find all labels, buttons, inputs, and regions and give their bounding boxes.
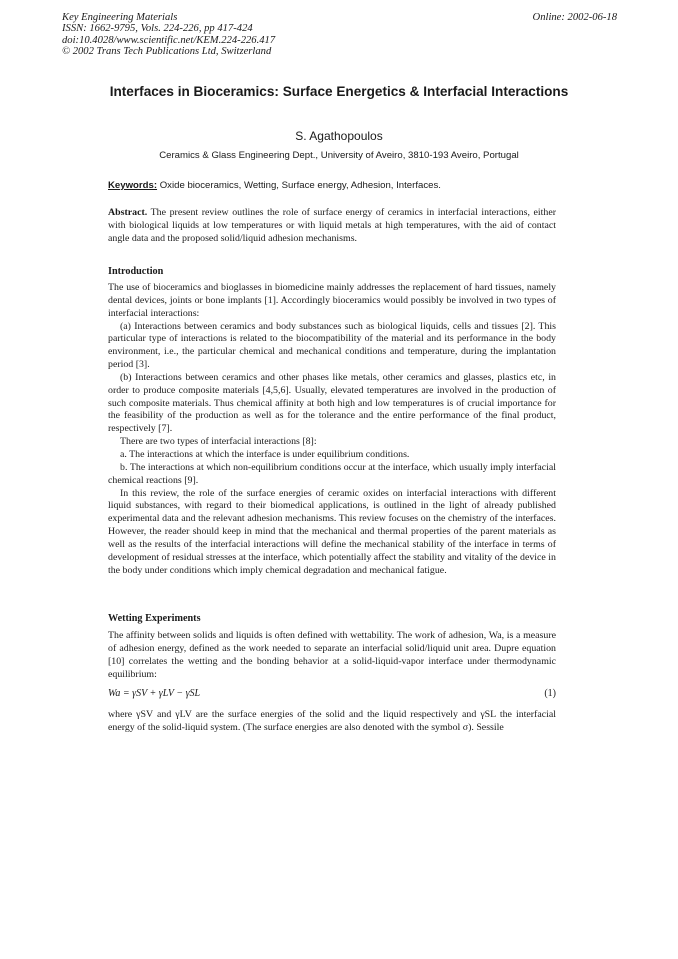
- paragraph: (b) Interactions between ceramics and other phases like metals, other ceramics and glasses, plastics etc, in order to produce composite materials [4,5,6]. Usually, elevated temperatures are involved in the production of such composite materials. Thus chemical affinity at both high and low temperatures is of crucial importance for the feasibility of the production as well as for the tolerance and the entire performance of the final product, respectively [7].: [108, 371, 556, 435]
- paragraph: The affinity between solids and liquids is often defined with wettability. The work of adhesion, Wa, is a measure of adhesion energy, defined as the work needed to separate an interfacial solid/liquid unit area. Dupre equation [10] correlates the wetting and the bonding behavior at a solid-liquid-vapor interface under thermodynamic equilibrium:: [108, 630, 556, 680]
- wetting-heading: Wetting Experiments: [108, 613, 201, 624]
- wetting-continued: [108, 709, 556, 735]
- keywords: [108, 180, 441, 191]
- keywords-text: Oxide bioceramics, Wetting, Surface energy, Adhesion, Interfaces.: [157, 180, 441, 191]
- keywords-label: Keywords:: [108, 180, 158, 191]
- introduction-heading: Introduction: [108, 266, 164, 277]
- paragraph: The use of bioceramics and bioglasses in biomedicine mainly addresses the replacement of hard tissues, namely dental devices, joints or bone implants [1]. Accordingly bioceramics would possibly be involved in two types of interfacial interactions:: [108, 282, 556, 319]
- paragraph: There are two types of interfacial interactions [8]:: [120, 436, 317, 448]
- introduction-section: [108, 282, 556, 577]
- journal-header: [62, 12, 275, 58]
- paragraph: where γSV and γLV are the surface energies of the solid and the liquid respectively and γSL the interfacial energy of the solid-liquid system. (The surface energies are also denoted with the symbol σ). Sessile: [108, 709, 556, 733]
- abstract-text: The present review outlines the role of surface energy of ceramics in interfacial interactions, either with biological liquids at low temperatures or with liquid metals at high temperatures, with the aid of contact angle data and the proposed solid/liquid adhesion mechanisms.: [108, 207, 556, 244]
- author-name: S. Agathopoulos: [295, 129, 383, 143]
- paper-title: Interfaces in Bioceramics: Surface Energetics & Interfacial Interactions: [109, 84, 569, 99]
- list-item: b. The interactions at which non-equilibrium conditions occur at the interface, which usually imply interfacial chemical reactions [9].: [108, 461, 556, 486]
- abstract: [108, 207, 556, 246]
- journal-doi[interactable]: doi:10.4028/www.scientific.net/KEM.224-226.417: [62, 34, 276, 46]
- journal-copyright: © 2002 Trans Tech Publications Ltd, Switzerland: [62, 46, 272, 58]
- paragraph: (a) Interactions between ceramics and body substances such as biological liquids, cells and tissues [2]. This particular type of interactions is related to the biocompatibility of the material and its performance in the body environment, i.e., the particular chemical and mechanical conditions and temperature, during the implantation period [3].: [108, 320, 556, 371]
- equation-number: (1): [544, 688, 556, 699]
- journal-name: Key Engineering Materials: [62, 12, 178, 23]
- abstract-label: Abstract.: [108, 207, 148, 218]
- journal-issn: ISSN: 1662-9795, Vols. 224-226, pp 417-424: [62, 23, 253, 35]
- wetting-section: [108, 630, 556, 681]
- paragraph: In this review, the role of the surface energies of ceramic oxides on interfacial interactions with different liquid substances, with regard to their biomedical applications, is outlined in the light of already published experimental data and the relevant adhesion mechanisms. This review focuses on the chemistry of the interfaces. However, the reader should keep in mind that the mechanical and thermal properties of the parent materials as well as the results of the interfacial interactions will define the mechanical stability of the interface in terms of development of residual stresses at the interface, which potentially affect the stability and vitality of the device in the body under conditions which imply chemical degradation and mechanical fatigue.: [108, 487, 556, 576]
- equation-1: [108, 688, 556, 699]
- list-item: a. The interactions at which the interface is under equilibrium conditions.: [120, 448, 410, 460]
- author-affiliation: Ceramics & Glass Engineering Dept., University of Aveiro, 3810-193 Aveiro, Portugal: [159, 150, 519, 161]
- equation-text: Wa = γSV + γLV − γSL: [108, 688, 201, 699]
- online-date: Online: 2002-06-18: [532, 12, 617, 23]
